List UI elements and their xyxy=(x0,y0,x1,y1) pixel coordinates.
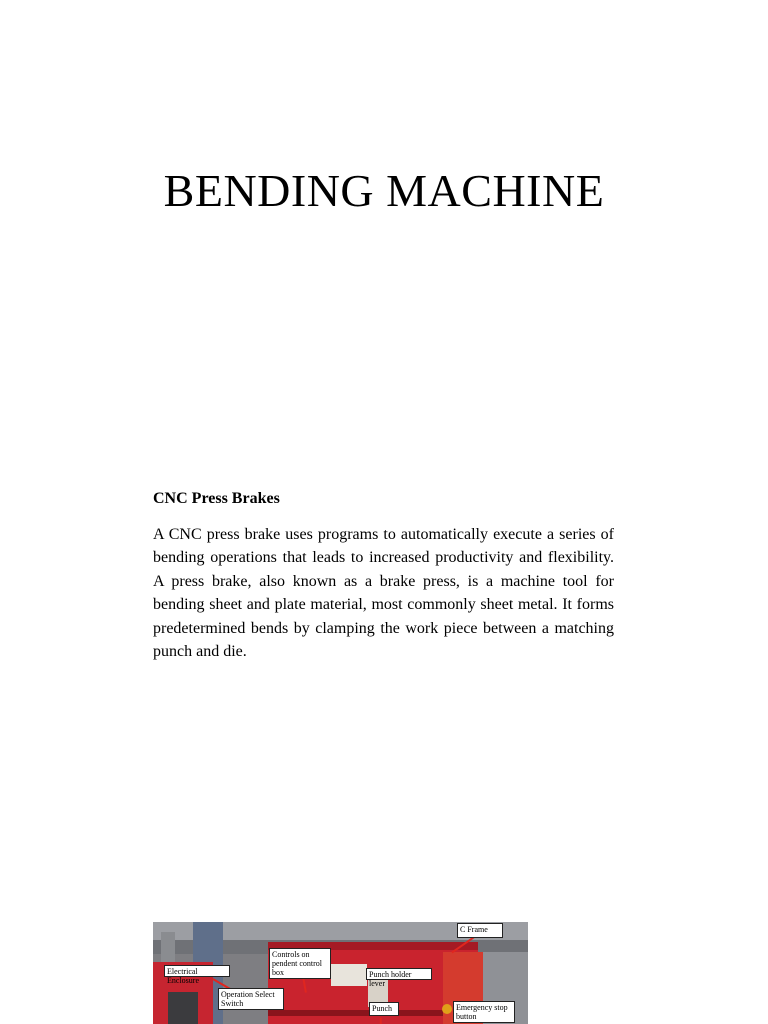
press-brake-photo xyxy=(153,922,528,1024)
punch-arrow xyxy=(380,1018,382,1024)
label-emergency-stop: Emergency stop button xyxy=(453,1001,515,1023)
label-c-frame: C Frame xyxy=(457,923,503,938)
page-title: BENDING MACHINE xyxy=(163,165,605,216)
emergency-stop-knob xyxy=(442,1004,452,1014)
photo-dark-part xyxy=(168,992,198,1024)
label-punch: Punch xyxy=(369,1002,399,1016)
label-punch-holder-lever: Punch holder lever xyxy=(366,968,432,980)
body-paragraph: A CNC press brake uses programs to automatically execute a series of bending operations that leads to increased productivity and flexibility. A press brake, also known as a brake press, is a machine tool for bending sheet and plate material, most commonly sheet metal. It forms predetermined bends by clamping the work piece between a matching punch and die. xyxy=(153,526,614,661)
photo-placard xyxy=(331,964,367,986)
label-electrical-enclosure: Electrical Enclosure xyxy=(164,965,230,977)
section-heading: CNC Press Brakes xyxy=(153,490,280,507)
label-controls: Controls on pendent control box xyxy=(269,948,331,979)
label-operation-select: Operation Select Switch xyxy=(218,988,284,1010)
